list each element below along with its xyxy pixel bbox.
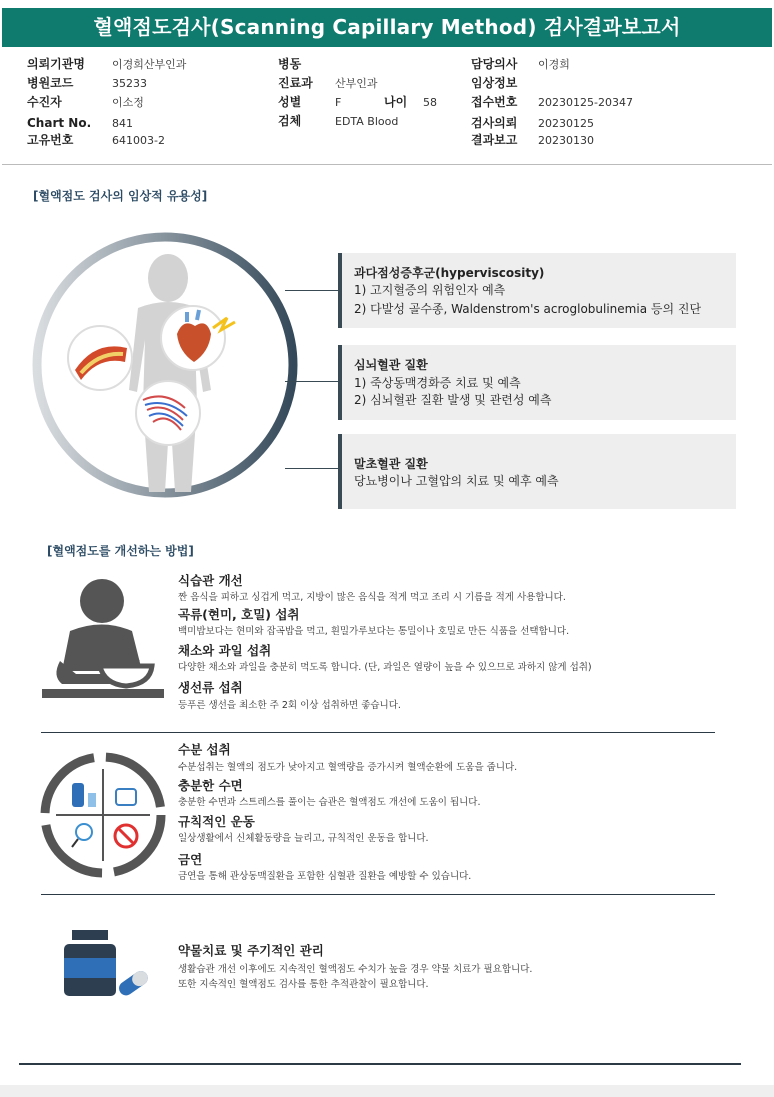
body-illustration — [15, 230, 315, 530]
info-value: 이소정 — [112, 96, 144, 109]
info-label: 검체 — [278, 114, 302, 128]
method-title: 금연 — [178, 852, 203, 867]
box-heading: 과다점성증후군(hyperviscosity) — [354, 266, 545, 280]
info-label: 병동 — [278, 57, 302, 71]
info-value: 20230130 — [538, 134, 594, 147]
age-value: 58 — [423, 96, 437, 109]
info-label: 검사의뢰 — [471, 116, 518, 130]
age-label: 나이 — [384, 95, 408, 109]
box-line: 1) 죽상동맥경화증 치료 및 예측 — [354, 376, 521, 390]
method-title: 생선류 섭취 — [178, 680, 243, 695]
info-label: 성별 — [278, 95, 302, 109]
info-label: 진료과 — [278, 76, 313, 90]
info-label: 수진자 — [27, 95, 62, 109]
method-desc: 생활습관 개선 이후에도 지속적인 혈액점도 수치가 높을 경우 약물 치료가 필요합니다. — [178, 964, 533, 975]
medicine-bottle-icon — [60, 930, 160, 1000]
improve-section-title: [혈액점도를 개선하는 방법] — [47, 544, 194, 558]
method-desc: 백미밥보다는 현미와 잡곡밥을 먹고, 흰밀가루보다는 통밀이나 호밀로 만든 식품을 선택합니다. — [178, 626, 570, 637]
method-desc: 또한 지속적인 혈액점도 검사를 통한 추적관찰이 필요합니다. — [178, 979, 429, 990]
info-label: 고유번호 — [27, 133, 74, 147]
lifestyle-icons — [38, 747, 168, 887]
info-value: 20230125 — [538, 117, 594, 130]
info-label: 담당의사 — [471, 57, 518, 71]
method-desc: 짠 음식을 피하고 싱겁게 먹고, 지방이 많은 음식을 적게 먹고 조리 시 기름을 적게 사용합니다. — [178, 592, 566, 603]
info-value: 841 — [112, 117, 133, 130]
info-label: 접수번호 — [471, 95, 518, 109]
method-desc: 충분한 수면과 스트레스를 풀이는 습관은 혈액점도 개선에 도움이 됩니다. — [178, 797, 481, 808]
method-desc: 금연을 통해 관상동맥질환을 포함한 심혈관 질환을 예방할 수 있습니다. — [178, 871, 472, 882]
header-divider — [2, 164, 772, 165]
info-value: EDTA Blood — [335, 115, 399, 128]
method-desc: 등푸른 생선을 최소한 주 2회 이상 섭취하면 좋습니다. — [178, 700, 401, 711]
connector-line — [285, 290, 338, 291]
footer-divider — [19, 1063, 741, 1065]
section-divider — [41, 732, 715, 733]
eating-person-icon — [42, 576, 167, 706]
box-line: 1) 고지혈증의 위험인자 예측 — [354, 283, 506, 297]
info-label: 병원코드 — [27, 76, 74, 90]
info-value: 산부인과 — [335, 77, 378, 90]
info-label: 임상정보 — [471, 76, 518, 90]
info-value: 35233 — [112, 77, 147, 90]
method-title: 곡류(현미, 호밀) 섭취 — [178, 607, 300, 622]
info-label: 결과보고 — [471, 133, 518, 147]
info-value: 이경희 — [538, 58, 570, 71]
clinical-section-title: [혈액점도 검사의 임상적 유용성] — [33, 189, 208, 203]
method-desc: 일상생활에서 신체활동량을 늘리고, 규칙적인 운동을 합니다. — [178, 833, 429, 844]
box-line: 2) 심뇌혈관 질환 발생 및 관련성 예측 — [354, 393, 552, 407]
box-line: 2) 다발성 골수종, Waldenstrom's acroglobulinemia 등의 진단 — [354, 302, 702, 316]
method-title: 충분한 수면 — [178, 778, 243, 793]
method-title: 식습관 개선 — [178, 573, 243, 588]
info-value: 20230125-20347 — [538, 96, 633, 109]
info-value: 641003-2 — [112, 134, 165, 147]
section-divider — [41, 894, 715, 895]
method-desc: 다양한 채소와 과일을 충분히 먹도록 합니다. (단, 과일은 열량이 높을 수 있으므로 과하지 않게 섭취) — [178, 662, 592, 673]
clinical-box-cardio — [338, 345, 736, 420]
method-title: 채소와 과일 섭취 — [178, 643, 272, 658]
info-label: Chart No. — [27, 116, 92, 130]
connector-line — [285, 468, 338, 469]
method-title: 약물치료 및 주기적인 관리 — [178, 943, 324, 958]
connector-line — [285, 381, 338, 382]
box-heading: 말초혈관 질환 — [354, 457, 428, 471]
info-label: 의뢰기관명 — [27, 57, 85, 71]
method-title: 규칙적인 운동 — [178, 814, 255, 829]
info-value: 이경희산부인과 — [112, 58, 187, 71]
clinical-box-hyperviscosity — [338, 253, 736, 328]
box-heading: 심뇌혈관 질환 — [354, 358, 428, 372]
info-value: F — [335, 96, 342, 109]
method-desc: 수분섭취는 혈액의 점도가 낮아지고 혈액량을 증가시켜 혈액순환에 도움을 줍니다. — [178, 762, 518, 773]
clinical-box-peripheral — [338, 434, 736, 509]
box-line: 당뇨병이나 고혈압의 치료 및 예후 예측 — [354, 474, 559, 488]
method-title: 수분 섭취 — [178, 742, 231, 757]
report-title: 혈액점도검사(Scanning Capillary Method) 검사결과보고서 — [2, 8, 772, 47]
